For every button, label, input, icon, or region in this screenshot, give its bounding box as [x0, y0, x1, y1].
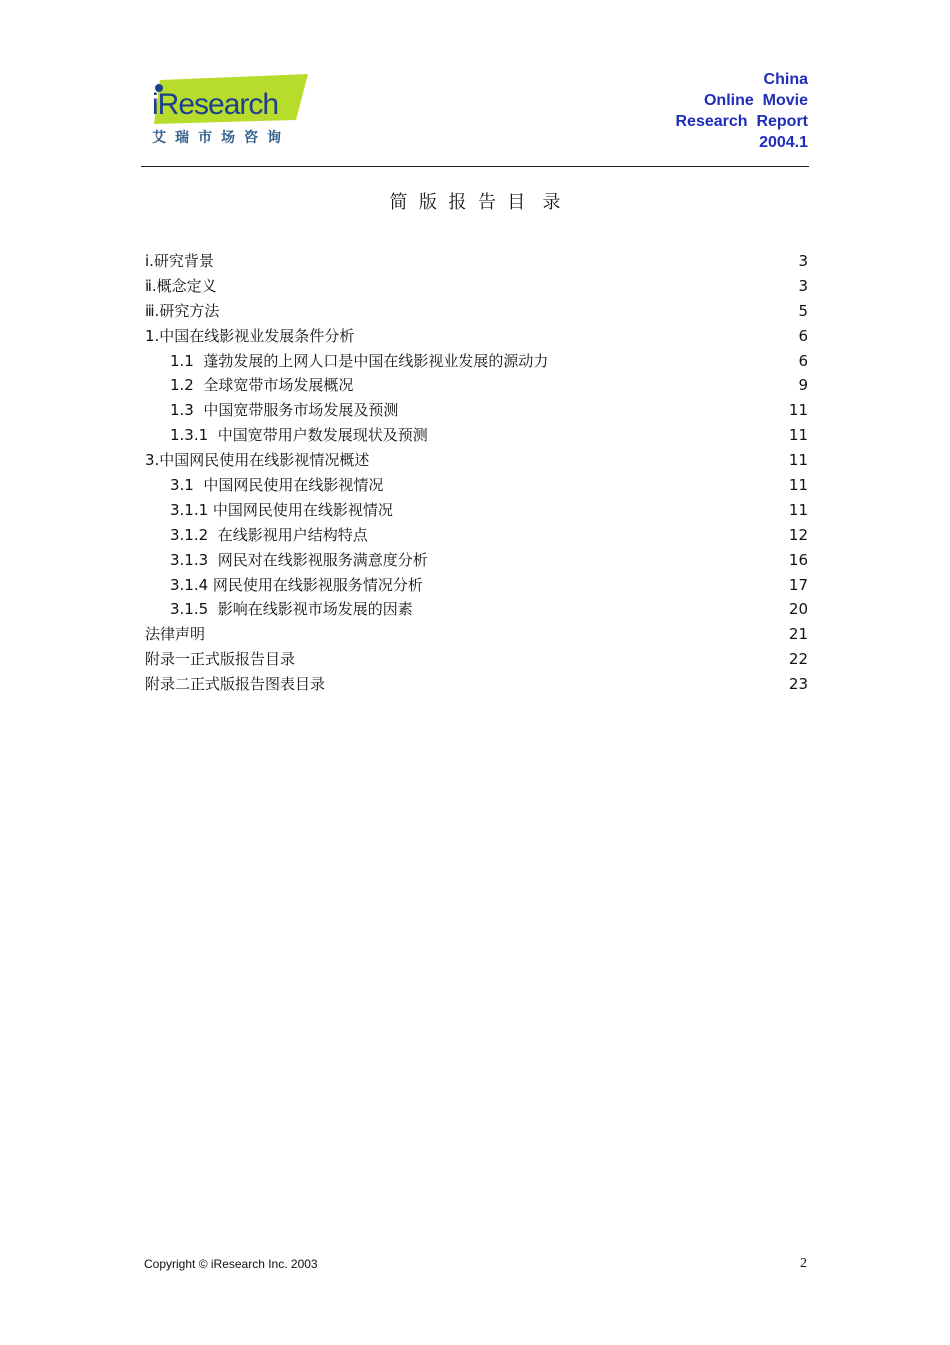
toc-entry-page: 11 [788, 500, 808, 519]
toc-entry[interactable] [145, 373, 808, 398]
toc-entry[interactable] [145, 573, 808, 598]
header-divider [141, 166, 809, 167]
toc-entry-page: 3 [798, 276, 808, 295]
toc-entry[interactable] [145, 523, 808, 548]
report-title: China Online Movie Research Report 2004.1 [675, 71, 808, 151]
toc-entry[interactable] [145, 473, 808, 498]
toc-entry-label: 1.2 全球宽带市场发展概况 [170, 376, 354, 395]
toc-entry-page: 16 [788, 550, 808, 569]
toc-entry-label: ⅲ.研究方法 [145, 301, 220, 320]
toc-entry-page: 11 [788, 476, 808, 495]
toc-entry-page: 11 [788, 451, 808, 470]
toc-entry-label: 3.中国网民使用在线影视情况概述 [145, 451, 370, 470]
toc-entry-page: 6 [798, 351, 808, 370]
toc-entry-label: 3.1.4 网民使用在线影视服务情况分析 [170, 575, 423, 594]
toc-entry-label: 3.1.2 在线影视用户结构特点 [170, 525, 368, 544]
toc-entry-page: 5 [798, 301, 808, 320]
toc-entry-page: 22 [788, 650, 808, 669]
toc-entry-label: ⅱ.概念定义 [145, 276, 217, 295]
toc-entry-label: 3.1 中国网民使用在线影视情况 [170, 476, 384, 495]
toc-entry[interactable] [145, 349, 808, 374]
toc-entry-label: 3.1.1 中国网民使用在线影视情况 [170, 500, 393, 519]
toc-entry-page: 11 [788, 401, 808, 420]
toc-entry-label: 1.3 中国宽带服务市场发展及预测 [170, 401, 399, 420]
table-of-contents [145, 249, 808, 697]
toc-entry-page: 17 [788, 575, 808, 594]
toc-entry-page: 9 [798, 376, 808, 395]
toc-entry-label: ⅰ.研究背景 [145, 252, 214, 270]
toc-entry[interactable] [145, 597, 808, 622]
toc-entry-label: 1.1 蓬勃发展的上网人口是中国在线影视业发展的源动力 [170, 351, 549, 370]
toc-entry[interactable] [145, 672, 808, 697]
toc-entry[interactable] [145, 622, 808, 647]
toc-entry[interactable] [145, 324, 808, 349]
toc-entry-label: 3.1.3 网民对在线影视服务满意度分析 [170, 550, 428, 569]
toc-entry[interactable] [145, 299, 808, 324]
toc-entry-page: 23 [788, 675, 808, 694]
toc-entry-label: 附录一正式版报告目录 [145, 650, 296, 669]
toc-entry-label: 1.中国在线影视业发展条件分析 [145, 326, 355, 345]
toc-entry[interactable] [145, 448, 808, 473]
toc-entry[interactable] [145, 647, 808, 672]
toc-entry-label: 法律声明 [145, 625, 206, 644]
toc-entry-page: 20 [788, 600, 808, 619]
footer-page-number: 2 [800, 1256, 807, 1271]
toc-entry-page: 11 [788, 426, 808, 445]
logo-wordmark: iResearch [152, 88, 279, 121]
toc-entry[interactable] [145, 548, 808, 573]
toc-entry-page: 21 [788, 625, 808, 644]
toc-entry[interactable] [145, 423, 808, 448]
toc-entry[interactable] [145, 249, 808, 274]
toc-entry-page: 12 [788, 525, 808, 544]
logo-tagline: 艾瑞市场咨询 [152, 130, 290, 146]
toc-entry[interactable] [145, 498, 808, 523]
toc-entry-label: 1.3.1 中国宽带用户数发展现状及预测 [170, 426, 428, 445]
toc-entry-page: 3 [798, 252, 808, 270]
toc-heading: 简 版 报 告 目 录 [389, 192, 561, 213]
footer-copyright: Copyright © iResearch Inc. 2003 [144, 1257, 318, 1271]
toc-entry[interactable] [145, 398, 808, 423]
toc-entry-page: 6 [798, 326, 808, 345]
toc-entry-label: 附录二正式版报告图表目录 [145, 675, 326, 694]
toc-entry[interactable] [145, 274, 808, 299]
toc-entry-label: 3.1.5 影响在线影视市场发展的因素 [170, 600, 413, 619]
